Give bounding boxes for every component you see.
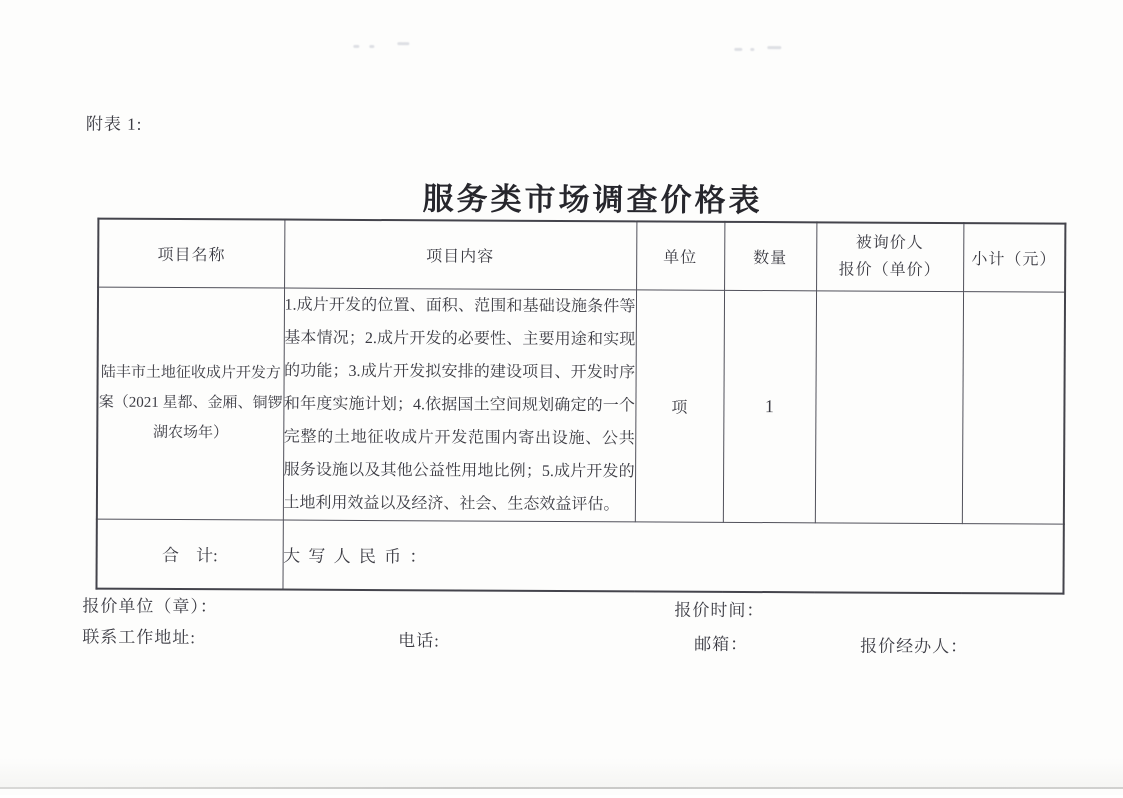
quantity-cell: 1 bbox=[723, 290, 816, 522]
column-header-project-name: 项目名称 bbox=[98, 219, 284, 288]
email-label: 邮箱： bbox=[694, 634, 749, 654]
scan-artifact bbox=[397, 42, 409, 45]
table-row bbox=[97, 287, 1065, 524]
table-header-row bbox=[98, 219, 1065, 292]
scan-artifact bbox=[767, 46, 781, 49]
annex-label: 附表 1: bbox=[85, 114, 143, 134]
phone-label: 电话: bbox=[398, 631, 440, 651]
project-content-cell: 1.成片开发的位置、面积、范围和基础设施条件等基本情况；2.成片开发的必要性、主要用途和实现的功能；3.成片开发拟安排的建设项目、开发时序和年度实施计划；4.依据国土空间规划确定的一个完整的土地征收成片开发范围内寄出设施、公共服务设施以及其他公益性用地比例；5.成片开发的土地利用效益以及经济、社会、生态效益评估。 bbox=[283, 288, 636, 522]
price-table bbox=[95, 218, 1066, 595]
scan-shadow-band bbox=[0, 758, 1123, 787]
unit-cell: 项 bbox=[635, 289, 724, 521]
total-label-cell: 合 计: bbox=[96, 519, 282, 590]
quote-cell bbox=[815, 290, 963, 523]
subtotal-cell bbox=[962, 291, 1065, 524]
scan-artifact bbox=[353, 45, 359, 48]
quote-time-label: 报价时间： bbox=[674, 600, 765, 621]
total-row bbox=[96, 519, 1063, 594]
page-title: 服务类市场调查价格表 bbox=[422, 181, 763, 219]
scan-page-edge bbox=[0, 787, 1123, 789]
quote-unit-label: 报价单位（章）： bbox=[82, 596, 218, 617]
contact-address-label: 联系工作地址: bbox=[82, 627, 197, 648]
scan-artifact bbox=[734, 48, 742, 51]
currency-words-cell: 大 写 人 民 币 ： bbox=[282, 520, 1063, 594]
column-header-inquiry-quote: 被询价人 报价（单价） bbox=[816, 222, 963, 291]
quote-agent-label: 报价经办人： bbox=[860, 636, 969, 657]
scan-artifact bbox=[369, 45, 374, 48]
column-header-subtotal: 小计（元） bbox=[963, 223, 1065, 292]
column-header-project-content: 项目内容 bbox=[284, 220, 636, 290]
column-header-unit: 单位 bbox=[636, 221, 724, 289]
scan-artifact bbox=[750, 48, 754, 51]
project-name-cell: 陆丰市土地征收成片开发方案（2021 星都、金厢、铜锣湖农场年） bbox=[97, 287, 284, 520]
column-header-quantity: 数量 bbox=[724, 222, 816, 290]
